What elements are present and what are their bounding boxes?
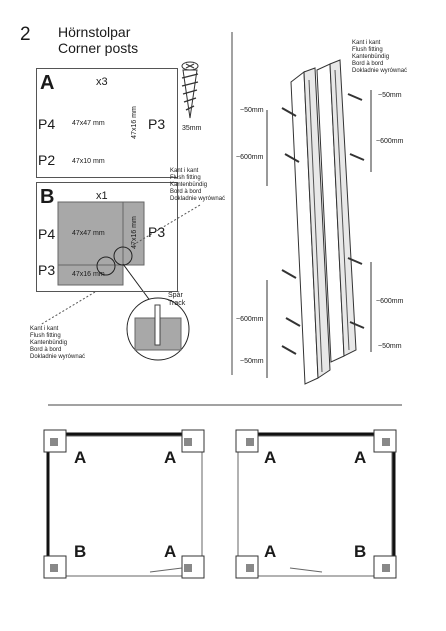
section-a-dim-bottom: 47x10 mm <box>72 158 105 165</box>
section-a-quantity: x3 <box>96 76 108 88</box>
section-a-p2: P2 <box>38 152 56 168</box>
section-a-dim-main: 47x47 mm <box>72 120 105 127</box>
screw-length: 35mm <box>182 125 202 132</box>
post-dim-top-left: ~50mm <box>240 107 264 114</box>
flush-note-3: Kant i kant Flush fitting Kantenbündig Bord à bord Dokladnie wyrównać <box>352 40 408 74</box>
plan-right-drawing <box>236 430 396 578</box>
post-dim-mid-left: ~600mm <box>236 154 264 161</box>
plan-right-top-right: A <box>354 448 367 467</box>
plan-right-bottom-right: B <box>354 542 367 561</box>
plan-right-top-left: A <box>264 448 277 467</box>
plan-right-bottom-left: A <box>264 542 277 561</box>
track-label-sv: Spår <box>168 292 183 299</box>
section-b-p4: P4 <box>38 226 56 242</box>
section-b-p3-right: P3 <box>148 224 166 240</box>
step-number: 2 <box>20 24 31 45</box>
section-a-dim-side: 47x16 mm <box>130 106 138 139</box>
step-title-en: Corner posts <box>58 40 139 56</box>
section-b-quantity: x1 <box>96 190 108 202</box>
section-b-dim-bottom: 47x16 mm <box>72 271 105 278</box>
step-title-sv: Hörnstolpar <box>58 24 131 40</box>
post-dim-bottom-left: ~50mm <box>240 358 264 365</box>
plan-left-bottom-right: A <box>164 542 177 561</box>
track-label-en: Track <box>168 300 186 307</box>
section-b-letter: B <box>40 186 55 208</box>
post-dim-bottom-right: ~50mm <box>378 343 402 350</box>
screw-icon <box>182 62 198 118</box>
section-a-p3: P3 <box>148 116 166 132</box>
post-dim-top-right: ~50mm <box>378 92 402 99</box>
flush-note-2: Kant i kant Flush fitting Kantenbündig Bord à bord Dokladnie wyrównać <box>30 326 86 360</box>
section-b-dim-main: 47x47 mm <box>72 230 105 237</box>
section-a-p4: P4 <box>38 116 56 132</box>
section-a-letter: A <box>40 72 55 94</box>
plan-left-drawing <box>44 430 204 578</box>
corner-posts-drawing <box>267 60 371 384</box>
section-b-p3-left: P3 <box>38 262 56 278</box>
plan-left-top-right: A <box>164 448 177 467</box>
section-b-dim-side: 47x16 mm <box>130 216 138 249</box>
flush-note-1: Kant i kant Flush fitting Kantenbündig Bord à bord Dokladnie wyrównać <box>170 168 226 202</box>
post-dim-lower-right: ~600mm <box>376 298 404 305</box>
post-dim-lower-left: ~600mm <box>236 316 264 323</box>
track-detail <box>127 298 189 360</box>
plan-left-bottom-left: B <box>74 542 87 561</box>
plan-left-top-left: A <box>74 448 87 467</box>
post-dim-mid-right: ~600mm <box>376 138 404 145</box>
